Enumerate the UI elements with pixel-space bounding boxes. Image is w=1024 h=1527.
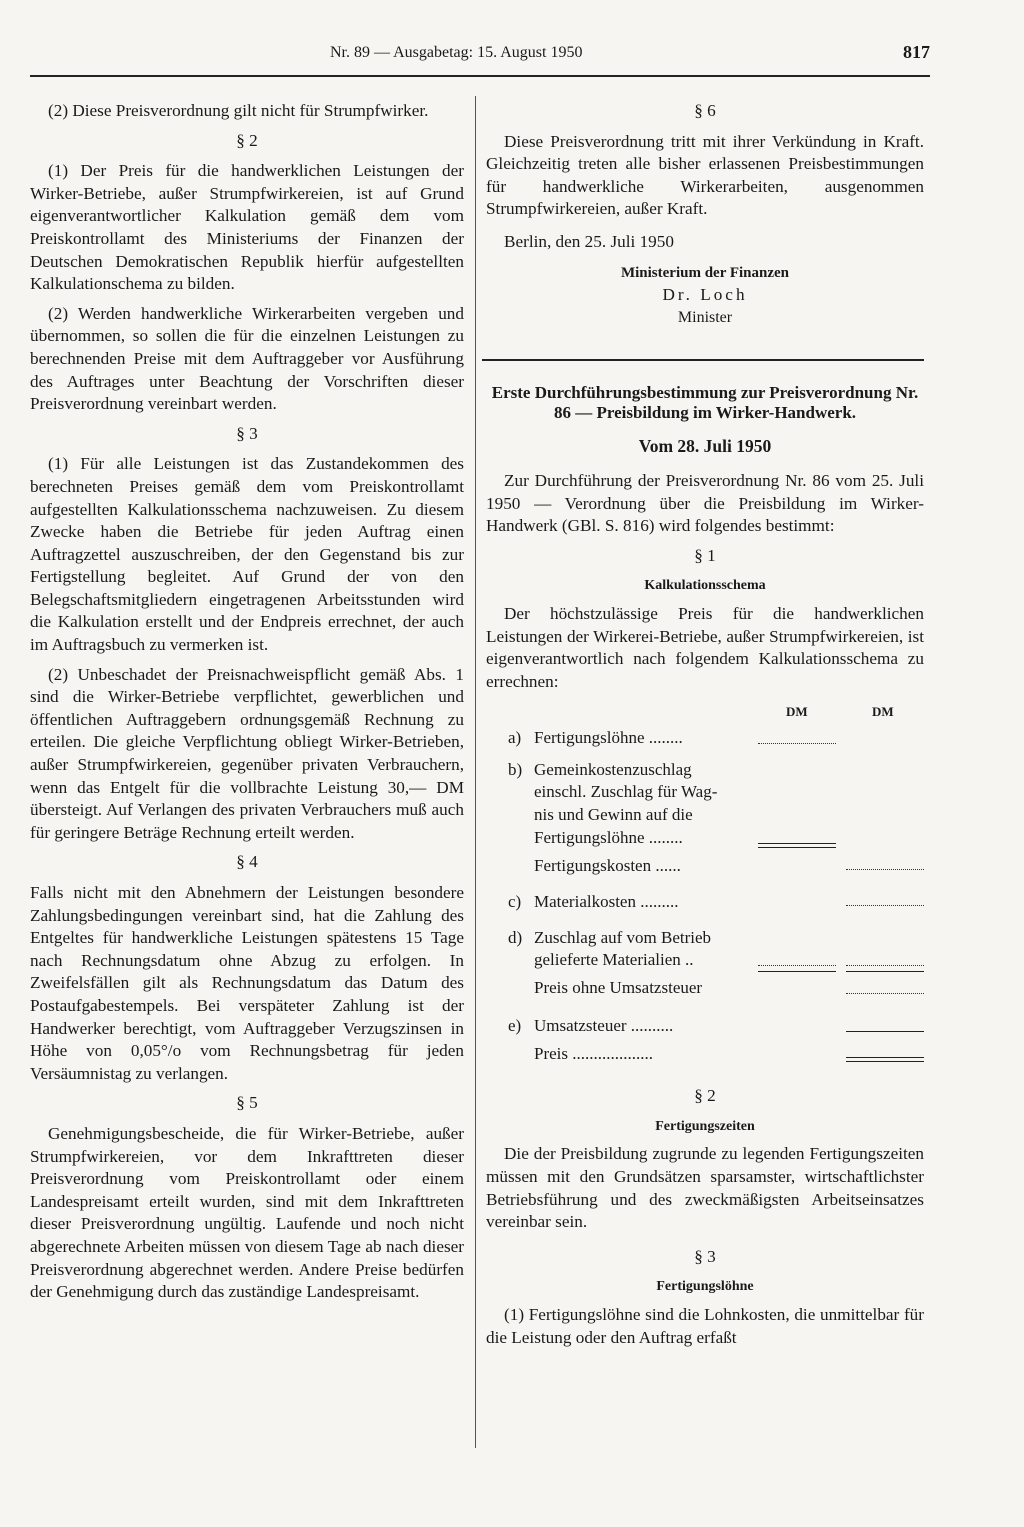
amount-line xyxy=(846,965,924,966)
paragraph: (2) Diese Preisverordnung gilt nicht für Strumpfwirker. xyxy=(48,101,429,120)
section-heading: § 2 xyxy=(236,130,258,150)
section-heading: § 3 xyxy=(694,1246,716,1266)
section-subheading: Fertigungslöhne xyxy=(656,1279,754,1295)
item-label: gelieferte Materialien .. xyxy=(534,950,694,970)
section-heading: § 3 xyxy=(236,423,258,443)
regulation-title: Erste Durchführungsbestimmung zur Preisverordnung Nr. 86 — Preisbildung im Wirker-Handwerk. xyxy=(491,383,919,423)
right-column xyxy=(486,100,924,1356)
item-label: Umsatzsteuer .......... xyxy=(534,1016,674,1036)
section-subheading: Kalkulationsschema xyxy=(644,578,766,594)
item-label: Preis ohne Umsatzsteuer xyxy=(534,978,703,998)
paragraph: Diese Preisverordnung tritt mit ihrer Verkündung in Kraft. Gleichzeitig treten alle bisher erlassenen Preisbestimmungen für handwerkliche Wirkerarbeiten, ausgenommen Strumpfwirkereien, außer Kraft. xyxy=(486,131,924,219)
paragraph: Zur Durchführung der Preisverordnung Nr. 86 vom 25. Juli 1950 — Verordnung über die Preisbildung im Wirker-Handwerk (GBl. S. 816) wird folgendes bestimmt: xyxy=(486,470,924,536)
item-label: Fertigungslöhne ........ xyxy=(534,728,683,748)
amount-line xyxy=(758,971,836,972)
item-label: Gemeinkostenzuschlag xyxy=(534,760,692,780)
item-label: nis und Gewinn auf die xyxy=(534,805,693,825)
section-heading: § 5 xyxy=(236,1093,258,1113)
item-letter: c) xyxy=(508,892,522,912)
amount-line xyxy=(846,1057,924,1058)
paragraph: (2) Werden handwerkliche Wirkerarbeiten vergeben und übernommen, so sollen die für die einzelnen Leistungen zu berechnenden Preise mit dem Auftraggeber vor Ausführung des Auftrages unter Beachtung der Vorschriften dieser Preisverordnung vereinbart werden. xyxy=(30,303,464,414)
paragraph: (1) Der Preis für die handwerklichen Leistungen der Wirker-Betriebe, außer Strumpfwirkereien, ist auf Grund eigenverantwortlicher Kalkulation gemäß dem vom Preiskontrollamt des Ministeriums der Finanzen der Deutschen Demokratischen Republik hierfür aufgestellten Kalkulationschema zu bilden. xyxy=(30,161,464,294)
item-label: Preis ................... xyxy=(534,1044,653,1064)
item-letter: a) xyxy=(508,728,522,748)
amount-line xyxy=(846,1061,924,1062)
item-label: Zuschlag auf vom Betrieb xyxy=(534,928,712,948)
regulation-date: Vom 28. Juli 1950 xyxy=(638,436,772,457)
header-rule xyxy=(30,75,930,77)
item-label: Fertigungslöhne ........ xyxy=(534,828,683,848)
amount-line xyxy=(758,843,836,844)
paragraph: Der höchstzulässige Preis für die handwerklichen Leistungen der Wirkerei-Betriebe, außer Strumpfwirkereien, ist eigenverantwortlich nach folgendem Kalkulationsschema zu errechnen: xyxy=(486,603,924,691)
amount-line xyxy=(758,743,836,744)
paragraph: (2) Unbeschadet der Preisnachweispflicht gemäß Abs. 1 sind die Wirker-Betriebe verpflichtet, gewerblichen und öffentlichen Auftraggebern ordnungsgemäß Rechnung zu erteilen. Die gleiche Verpflichtung obliegt Wirker-Betrieben, außer Strumpfwirkereien, gegenüber privaten Verbrauchern, wenn das Entgelt für die vollbrachte Leistung 30,— DM übersteigt. Auf Verlangen des privaten Verbrauchers muß auch für geringere Beträge Rechnung erteilt werden. xyxy=(30,664,464,842)
section-subheading: Fertigungszeiten xyxy=(655,1118,755,1134)
left-column xyxy=(30,100,464,1311)
amount-line xyxy=(846,905,924,906)
section-heading: § 1 xyxy=(694,545,716,565)
paragraph: (1) Für alle Leistungen ist das Zustandekommen des berechneten Preises gemäß dem vom Preiskontrollamt aufgestellten Kalkulationsschema nachzuweisen. Zu diesem Zwecke haben die Betriebe für jeden Auftrag einen Auftragzettel auszuschreiben, der den Gegenstand bis zur Fertigstellung begleitet. Auf Grund der von den Belegschaftsmitgliedern eingetragenen Arbeitsstunden wird die Kalkulation erstellt und der Endpreis errechnet, der auch im Auftragsbuch zu vermerken ist. xyxy=(30,454,464,655)
signer-name: Dr. Loch xyxy=(662,285,748,305)
paragraph: Falls nicht mit den Abnehmern der Leistungen besondere Zahlungsbedingungen vereinbart sind, hat die Zahlung des Entgeltes für handwerkliche Leistungen spätestens 15 Tage nach Rechnungsdatum ohne Abzug zu erfolgen. In Zweifelsfällen gilt als Rechnungsdatum das Datum des Postaufgabestempels. Bei verspäteter Zahlung ist der Handwerker berechtigt, vom Auftraggeber Verzugszinsen in Höhe von 0,05°/o vom Rechnungsbetrag für jeden Versäumnistag zu verlangen. xyxy=(30,883,464,1083)
item-label: Materialkosten ......... xyxy=(534,892,679,912)
item-letter: e) xyxy=(508,1016,522,1036)
section-rule xyxy=(482,359,924,361)
place-date: Berlin, den 25. Juli 1950 xyxy=(504,231,674,251)
calculation-scheme xyxy=(486,701,924,1063)
item-letter: d) xyxy=(508,928,523,948)
column-divider xyxy=(475,96,476,1448)
amount-line xyxy=(758,965,836,966)
section-heading: § 6 xyxy=(694,101,716,120)
amount-line xyxy=(846,1031,924,1032)
item-letter: b) xyxy=(508,760,523,780)
page-number: 817 xyxy=(903,42,930,62)
section-heading: § 4 xyxy=(236,852,258,872)
signer-title: Minister xyxy=(677,308,733,326)
amount-line xyxy=(846,869,924,870)
section-heading: § 2 xyxy=(694,1086,716,1106)
item-label: einschl. Zuschlag für Wag- xyxy=(534,782,718,802)
issue-line: Nr. 89 — Ausgabetag: 15. August 1950 xyxy=(330,44,583,61)
paragraph: Genehmigungsbescheide, die für Wirker-Betriebe, außer Strumpfwirkereien, vor dem Inkrafttreten dieser Preisverordnung vom Preiskontrollamt oder einem Landespreisamt erteilt wurden, sind mit dem Inkrafttreten dieser Preisverordnung ungültig. Laufende und noch nicht abgerechnete Arbeiten müssen von diesem Tage ab nach dieser Preisverordnung abgerechnet werden. Andere Preise bedürfen der Genehmigung durch das zuständige Landespreisamt. xyxy=(30,1123,464,1302)
item-label: Fertigungskosten ...... xyxy=(534,856,681,876)
dm-column-header: DM xyxy=(872,704,894,720)
page-header xyxy=(30,38,930,74)
ministry-name: Ministerium der Finanzen xyxy=(620,264,790,281)
amount-line xyxy=(846,993,924,994)
dm-column-header: DM xyxy=(786,704,808,720)
paragraph: Die der Preisbildung zugrunde zu legenden Fertigungszeiten müssen mit den Grundsätzen sparsamster, wirtschaftlichster Betriebsführung und des zweckmäßigsten Arbeitseinsatzes vereinbar sein. xyxy=(486,1144,924,1232)
paragraph: (1) Fertigungslöhne sind die Lohnkosten, die unmittelbar für die Leistung oder den Auftrag erfaßt xyxy=(486,1305,924,1347)
amount-line xyxy=(758,847,836,848)
amount-line xyxy=(846,971,924,972)
